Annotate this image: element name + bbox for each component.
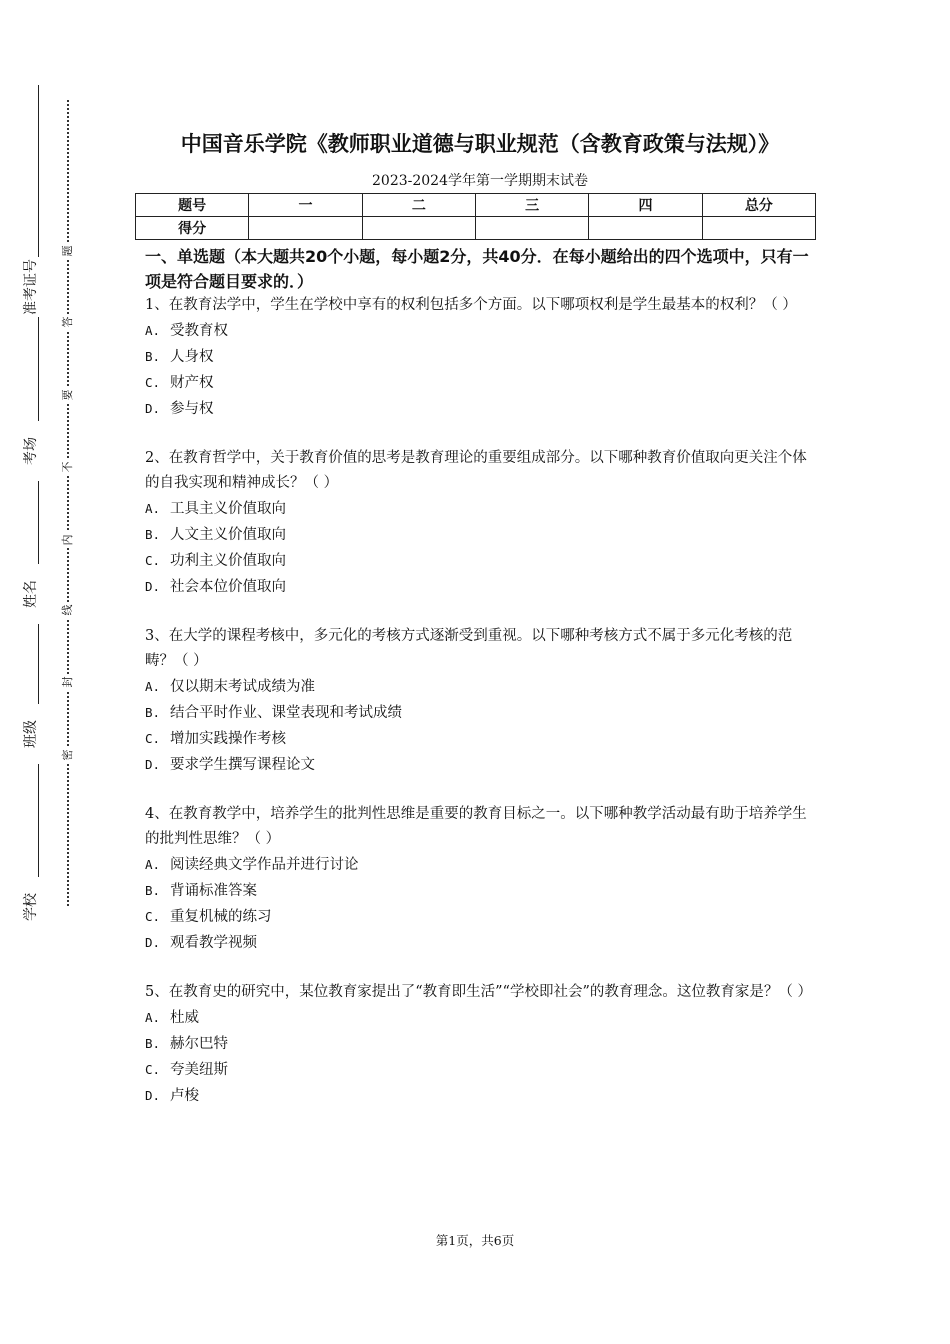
- option-letter: C.: [145, 1062, 161, 1077]
- option-letter: D.: [145, 935, 161, 950]
- option-letter: B.: [145, 349, 161, 364]
- score-cell: [249, 217, 362, 240]
- option-text: 观看教学视频: [170, 935, 257, 951]
- option-letter: A.: [145, 679, 161, 694]
- question-item: [145, 293, 815, 422]
- answer-option: [145, 852, 815, 878]
- section-heading: 一、单选题（本大题共20个小题，每小题2分，共40分．在每小题给出的四个选项中，只有一项是符合题目要求的．）: [145, 247, 809, 291]
- option-text: 增加实践操作考核: [170, 731, 286, 747]
- question-stem: 2、在教育哲学中，关于教育价值的思考是教育理论的重要组成部分。以下哪种教育价值取向更关注个体的自我实现和精神成长？（ ）: [145, 450, 807, 491]
- field-school: 学校: [22, 877, 40, 937]
- question-stem: 3、在大学的课程考核中，多元化的考核方式逐渐受到重视。以下哪种考核方式不属于多元化考核的范畴？（ ）: [145, 628, 793, 669]
- field-exam-room: 考场: [22, 421, 40, 481]
- option-text: 人文主义价值取向: [170, 527, 286, 543]
- question-stem: 1、在教育法学中，学生在学校中享有的权利包括多个方面。以下哪项权利是学生最基本的权利？（ ）: [145, 297, 797, 313]
- option-text: 结合平时作业、课堂表现和考试成绩: [170, 705, 402, 721]
- seal-char: 不: [61, 459, 75, 475]
- option-letter: C.: [145, 553, 161, 568]
- answer-option: [145, 344, 815, 370]
- question-item: [145, 802, 815, 956]
- option-letter: B.: [145, 883, 161, 898]
- option-letter: A.: [145, 323, 161, 338]
- answer-option: [145, 1031, 815, 1057]
- page-footer: 第1页，共6页: [435, 1233, 515, 1248]
- option-text: 赫尔巴特: [170, 1036, 228, 1052]
- seal-char: 答: [61, 314, 75, 330]
- exam-title: 中国音乐学院《教师职业道德与职业规范（含教育政策与法规）》: [180, 132, 780, 156]
- seal-char: 要: [61, 387, 75, 403]
- field-exam-number: 准考证号: [23, 259, 39, 315]
- option-letter: A.: [145, 857, 161, 872]
- option-letter: D.: [145, 579, 161, 594]
- exam-subtitle: 2023-2024学年第一学期期末试卷: [372, 173, 588, 189]
- score-cell: [589, 217, 702, 240]
- score-cell: [475, 217, 588, 240]
- seal-char: 封: [61, 674, 75, 690]
- score-table-score-row: [136, 217, 816, 240]
- seal-char: 内: [61, 532, 75, 548]
- score-table: [135, 193, 816, 240]
- option-letter: B.: [145, 527, 161, 542]
- option-letter: A.: [145, 1010, 161, 1025]
- score-cell: 题号: [136, 194, 249, 217]
- option-text: 工具主义价值取向: [170, 501, 286, 517]
- option-letter: C.: [145, 731, 161, 746]
- binding-strip: [0, 0, 90, 1344]
- score-table-header-row: [136, 194, 816, 217]
- score-cell: [702, 217, 815, 240]
- answer-option: [145, 548, 815, 574]
- question-item: [145, 446, 815, 600]
- option-text: 杜威: [170, 1010, 199, 1026]
- option-text: 财产权: [170, 375, 214, 391]
- option-text: 社会本位价值取向: [170, 579, 286, 595]
- option-text: 卢梭: [170, 1088, 199, 1104]
- seal-char: 线: [61, 602, 75, 618]
- binding-solid-line: [38, 85, 39, 925]
- answer-option: [145, 522, 815, 548]
- option-text: 阅读经典文学作品并进行讨论: [170, 857, 359, 873]
- answer-option: [145, 752, 815, 778]
- answer-option: [145, 1057, 815, 1083]
- answer-option: [145, 726, 815, 752]
- option-text: 重复机械的练习: [170, 909, 272, 925]
- answer-option: [145, 370, 815, 396]
- option-text: 参与权: [170, 401, 214, 417]
- question-item: [145, 980, 815, 1109]
- answer-option: [145, 674, 815, 700]
- question-list: [145, 293, 815, 1133]
- option-text: 受教育权: [170, 323, 228, 339]
- score-cell: 得分: [136, 217, 249, 240]
- seal-char: 题: [61, 243, 75, 259]
- score-cell: 总分: [702, 194, 815, 217]
- score-cell: 三: [475, 194, 588, 217]
- score-cell: [362, 217, 475, 240]
- answer-option: [145, 904, 815, 930]
- answer-option: [145, 396, 815, 422]
- score-cell: 四: [589, 194, 702, 217]
- answer-option: [145, 1005, 815, 1031]
- option-text: 功利主义价值取向: [170, 553, 286, 569]
- answer-option: [145, 496, 815, 522]
- answer-option: [145, 930, 815, 956]
- answer-option: [145, 574, 815, 600]
- option-letter: A.: [145, 501, 161, 516]
- option-text: 夸美纽斯: [170, 1062, 228, 1078]
- answer-option: [145, 318, 815, 344]
- option-letter: C.: [145, 909, 161, 924]
- question-stem: 4、在教育教学中，培养学生的批判性思维是重要的教育目标之一。以下哪种教学活动最有助于培养学生的批判性思维？（ ）: [145, 806, 807, 847]
- score-cell: 二: [362, 194, 475, 217]
- option-letter: B.: [145, 705, 161, 720]
- option-letter: D.: [145, 1088, 161, 1103]
- option-text: 仅以期末考试成绩为准: [170, 679, 315, 695]
- seal-char: 密: [61, 747, 75, 763]
- option-text: 要求学生撰写课程论文: [170, 757, 315, 773]
- answer-option: [145, 1083, 815, 1109]
- option-letter: D.: [145, 401, 161, 416]
- option-letter: B.: [145, 1036, 161, 1051]
- field-class: 班级: [22, 704, 40, 764]
- answer-option: [145, 878, 815, 904]
- question-stem: 5、在教育史的研究中，某位教育家提出了“教育即生活”“学校即社会”的教育理念。这位教育家是？（ ）: [145, 984, 812, 1000]
- score-cell: 一: [249, 194, 362, 217]
- answer-option: [145, 700, 815, 726]
- question-item: [145, 624, 815, 778]
- option-text: 人身权: [170, 349, 214, 365]
- field-name: 姓名: [22, 564, 40, 624]
- option-letter: C.: [145, 375, 161, 390]
- binding-dotted-line: [67, 100, 69, 906]
- option-letter: D.: [145, 757, 161, 772]
- option-text: 背诵标准答案: [170, 883, 257, 899]
